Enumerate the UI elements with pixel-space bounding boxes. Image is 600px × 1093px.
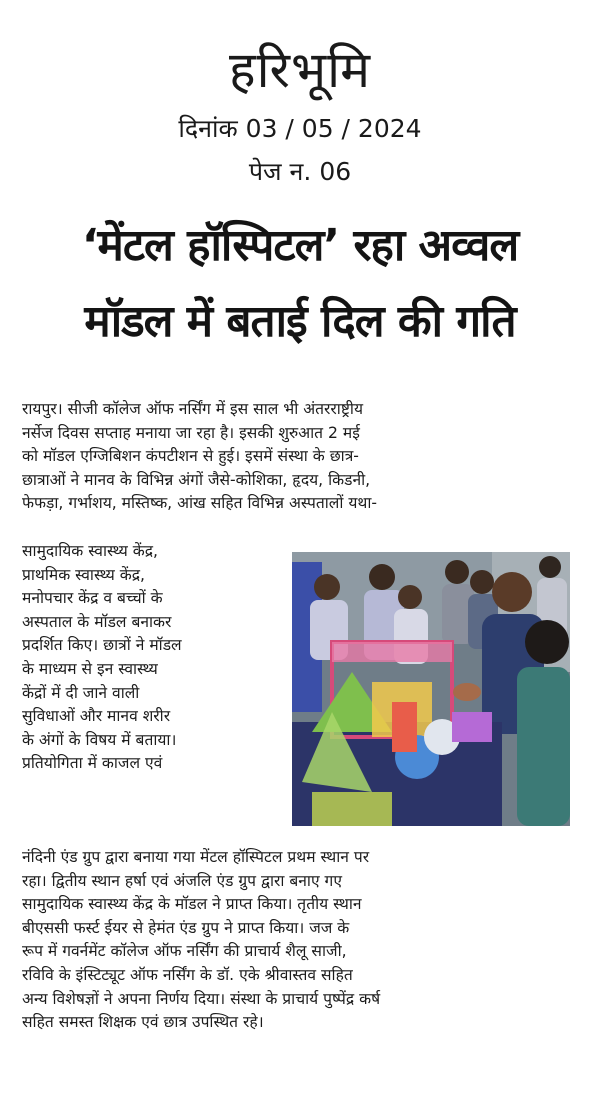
article-paragraph-left bbox=[22, 540, 287, 776]
article-line: रूप में गवर्नमेंट कॉलेज ऑफ नर्सिंग की प्राचार्य शैलू साजी, bbox=[22, 942, 347, 961]
article-line: केंद्रों में दी जाने वाली bbox=[22, 683, 140, 702]
article-line: फेफड़ा, गर्भाशय, मस्तिष्क, आंख सहित विभिन्न अस्पतालों यथा- bbox=[22, 494, 378, 513]
article-line: सामुदायिक स्वास्थ्य केंद्र के मॉडल ने प्राप्त किया। तृतीय स्थान bbox=[22, 895, 362, 914]
article-line: को मॉडल एग्जिबिशन कंपटीशन से हुई। इसमें संस्था के छात्र- bbox=[22, 447, 359, 466]
article-line: नर्सेज दिवस सप्ताह मनाया जा रहा है। इसकी शुरुआत 2 मई bbox=[22, 423, 360, 442]
exhibition-photo bbox=[292, 552, 570, 826]
article-line: रहा। द्वितीय स्थान हर्षा एवं अंजलि एंड ग्रुप द्वारा बनाए गए bbox=[22, 871, 342, 890]
article-line: प्राथमिक स्वास्थ्य केंद्र, bbox=[22, 565, 145, 584]
article-line: के माध्यम से इन स्वास्थ्य bbox=[22, 659, 158, 678]
article-line: सुविधाओं और मानव शरीर bbox=[22, 707, 171, 726]
headline-line-2: मॉडल में बताई दिल की गति bbox=[84, 296, 516, 347]
article-line: प्रतियोगिता में काजल एवं bbox=[22, 754, 163, 773]
article-paragraph-bottom bbox=[22, 846, 582, 1035]
article-line: रविवि के इंस्टिट्यूट ऑफ नर्सिंग के डॉ. एके श्रीवास्तव सहित bbox=[22, 965, 353, 984]
article-line: बीएससी फर्स्ट ईयर से हेमंत एंड ग्रुप ने प्राप्त किया। जज के bbox=[22, 918, 350, 937]
article-line: नंदिनी एंड ग्रुप द्वारा बनाया गया मेंटल हॉस्पिटल प्रथम स्थान पर bbox=[22, 848, 370, 866]
article-line: के अंगों के विषय में बताया। bbox=[22, 730, 177, 749]
publication-date: दिनांक 03 / 05 / 2024 bbox=[178, 114, 422, 143]
article-line: मनोपचार केंद्र व बच्चों के bbox=[22, 589, 163, 608]
article-line: अन्य विशेषज्ञों ने अपना निर्णय दिया। संस्था के प्राचार्य पुष्पेंद्र कर्ष bbox=[22, 989, 381, 1008]
article-paragraph-top bbox=[22, 398, 582, 516]
article-line: सहित समस्त शिक्षक एवं छात्र उपस्थित रहे। bbox=[22, 1013, 264, 1032]
article-line: सामुदायिक स्वास्थ्य केंद्र, bbox=[22, 542, 159, 560]
headline-line-1: ‘मेंटल हॉस्पिटल’ रहा अव्वल bbox=[81, 220, 519, 271]
article-line: अस्पताल के मॉडल बनाकर bbox=[22, 612, 172, 631]
article-line: छात्राओं ने मानव के विभिन्न अंगों जैसे-कोशिका, हृदय, किडनी, bbox=[22, 470, 371, 489]
page-number: पेज न. 06 bbox=[248, 157, 352, 186]
article-line: रायपुर। सीजी कॉलेज ऑफ नर्सिंग में इस साल भी अंतरराष्ट्रीय bbox=[22, 400, 364, 418]
newspaper-name: हरिभूमि bbox=[229, 41, 371, 99]
article-line: प्रदर्शित किए। छात्रों ने मॉडल bbox=[22, 636, 182, 655]
